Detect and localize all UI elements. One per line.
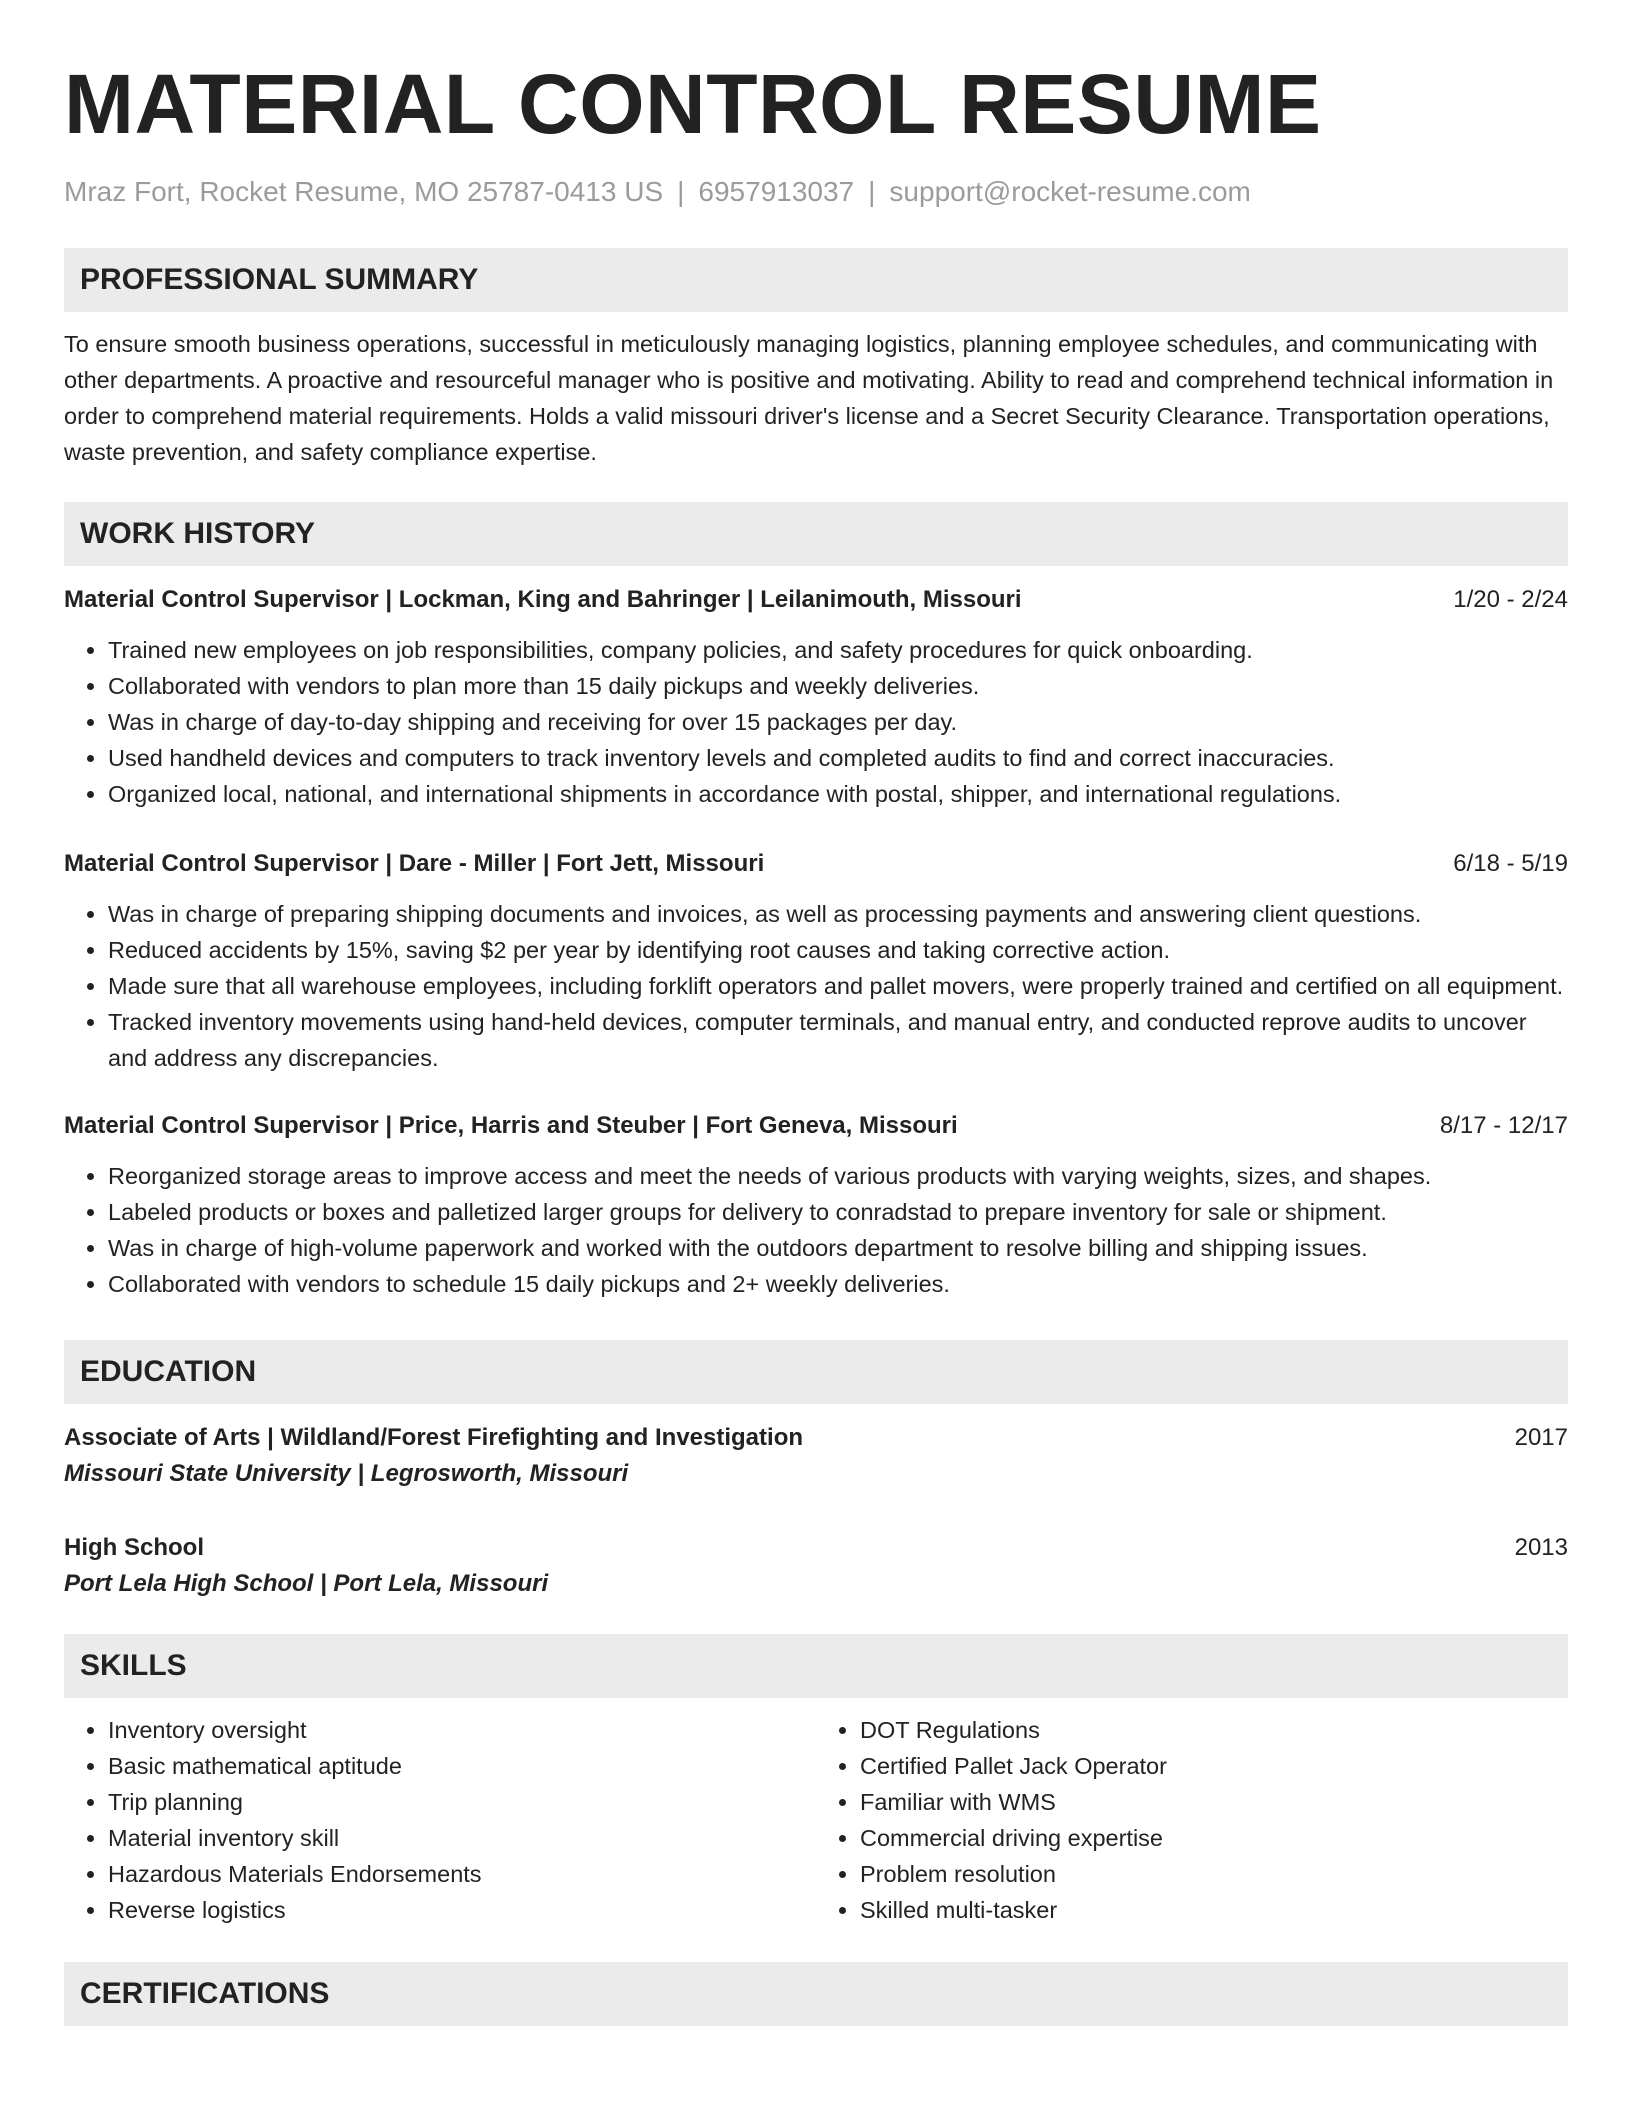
education-heading: EDUCATION <box>64 1340 1568 1404</box>
education-school: Port Lela High School | Port Lela, Missouri <box>64 1570 549 1597</box>
job-header <box>64 582 1568 618</box>
education-degree: Associate of Arts | Wildland/Forest Firefighting and Investigation <box>64 1424 804 1451</box>
skill-item: • Certified Pallet Jack Operator <box>860 1748 1568 1784</box>
education-year: 2017 <box>1514 1424 1568 1451</box>
education-year: 2013 <box>1514 1534 1568 1561</box>
job-bullet: • Was in charge of day-to-day shipping and receiving for over 15 packages per day. <box>108 704 1568 740</box>
job-bullet: • Reorganized storage areas to improve access and meet the needs of various products with varying weights, sizes, and shapes. <box>108 1158 1568 1194</box>
job-bullet: • Organized local, national, and international shipments in accordance with postal, shipper, and international regulations. <box>108 776 1568 812</box>
summary-heading: PROFESSIONAL SUMMARY <box>64 248 1568 312</box>
skill-item: • Material inventory skill <box>108 1820 816 1856</box>
skill-item: • DOT Regulations <box>860 1712 1568 1748</box>
skill-item: • Reverse logistics <box>108 1892 816 1928</box>
job-bullet: • Was in charge of preparing shipping documents and invoices, as well as processing payments and answering client questions. <box>108 896 1568 932</box>
job-bullet: • Reduced accidents by 15%, saving $2 per year by identifying root causes and taking corrective action. <box>108 932 1568 968</box>
skill-item: • Hazardous Materials Endorsements <box>108 1856 816 1892</box>
job-dates: 8/17 - 12/17 <box>1439 1112 1568 1139</box>
job-header <box>64 1108 1568 1144</box>
job-bullets <box>64 632 1568 812</box>
skill-item: • Basic mathematical aptitude <box>108 1748 816 1784</box>
skill-item: • Problem resolution <box>860 1856 1568 1892</box>
job-bullet: • Was in charge of high-volume paperwork and worked with the outdoors department to resolve billing and shipping issues. <box>108 1230 1568 1266</box>
work-history-heading: WORK HISTORY <box>64 502 1568 566</box>
job-dates: 1/20 - 2/24 <box>1453 586 1568 613</box>
job-header <box>64 846 1568 882</box>
resume-title: MATERIAL CONTROL RESUME <box>64 57 1322 151</box>
job-bullets <box>64 1158 1568 1302</box>
job-bullets <box>64 896 1568 1076</box>
job-role: Material Control Supervisor | Dare - Miller | Fort Jett, Missouri <box>64 850 765 877</box>
job-entry <box>64 582 1568 812</box>
job-entry <box>64 846 1568 1076</box>
education-entry <box>64 1530 1568 1602</box>
job-bullet: • Made sure that all warehouse employees, including forklift operators and pallet movers, were properly trained and certified on all equipment. <box>108 968 1568 1004</box>
contact-line <box>64 174 1568 210</box>
skills-heading: SKILLS <box>64 1634 1568 1698</box>
education-school: Missouri State University | Legrosworth, Missouri <box>64 1460 629 1487</box>
education-header <box>64 1530 1568 1566</box>
job-dates: 6/18 - 5/19 <box>1453 850 1568 877</box>
skill-item: • Skilled multi-tasker <box>860 1892 1568 1928</box>
contact-separator: | <box>868 176 876 207</box>
job-bullet: • Labeled products or boxes and palletized larger groups for delivery to conradstad to prepare inventory for sale or shipment. <box>108 1194 1568 1230</box>
job-role: Material Control Supervisor | Lockman, King and Bahringer | Leilanimouth, Missouri <box>64 586 1022 613</box>
contact-phone: 6957913037 <box>698 176 855 207</box>
job-bullet: • Collaborated with vendors to plan more than 15 daily pickups and weekly deliveries. <box>108 668 1568 704</box>
skills-list <box>64 1712 1568 1928</box>
job-bullet: • Trained new employees on job responsibilities, company policies, and safety procedures for quick onboarding. <box>108 632 1568 668</box>
skill-item: • Commercial driving expertise <box>860 1820 1568 1856</box>
education-degree: High School <box>64 1534 204 1561</box>
job-bullet: • Collaborated with vendors to schedule 15 daily pickups and 2+ weekly deliveries. <box>108 1266 1568 1302</box>
contact-address: Mraz Fort, Rocket Resume, MO 25787-0413 US <box>64 176 664 207</box>
job-bullet: • Tracked inventory movements using hand-held devices, computer terminals, and manual entry, and conducted reprove audits to uncover and address any discrepancies. <box>108 1004 1568 1076</box>
contact-email[interactable]: support@rocket-resume.com <box>889 176 1251 207</box>
education-header <box>64 1420 1568 1456</box>
skill-item: • Inventory oversight <box>108 1712 816 1748</box>
skills-column-left <box>64 1712 816 1928</box>
skills-column-right <box>816 1712 1568 1928</box>
certifications-heading: CERTIFICATIONS <box>64 1962 1568 2026</box>
education-entry <box>64 1420 1568 1492</box>
job-bullet: • Used handheld devices and computers to track inventory levels and completed audits to find and correct inaccuracies. <box>108 740 1568 776</box>
job-entry <box>64 1108 1568 1302</box>
skill-item: • Familiar with WMS <box>860 1784 1568 1820</box>
contact-separator: | <box>677 176 685 207</box>
summary-text: To ensure smooth business operations, successful in meticulously managing logistics, planning employee schedules, and communicating with other departments. A proactive and resourceful manager who is positive and motivating. Ability to read and comprehend technical information in order to comprehend material requirements. Holds a valid missouri driver's license and a Secret Security Clearance. Transportation operations, waste prevention, and safety compliance expertise. <box>64 331 1554 465</box>
job-role: Material Control Supervisor | Price, Harris and Steuber | Fort Geneva, Missouri <box>64 1112 958 1139</box>
skill-item: • Trip planning <box>108 1784 816 1820</box>
